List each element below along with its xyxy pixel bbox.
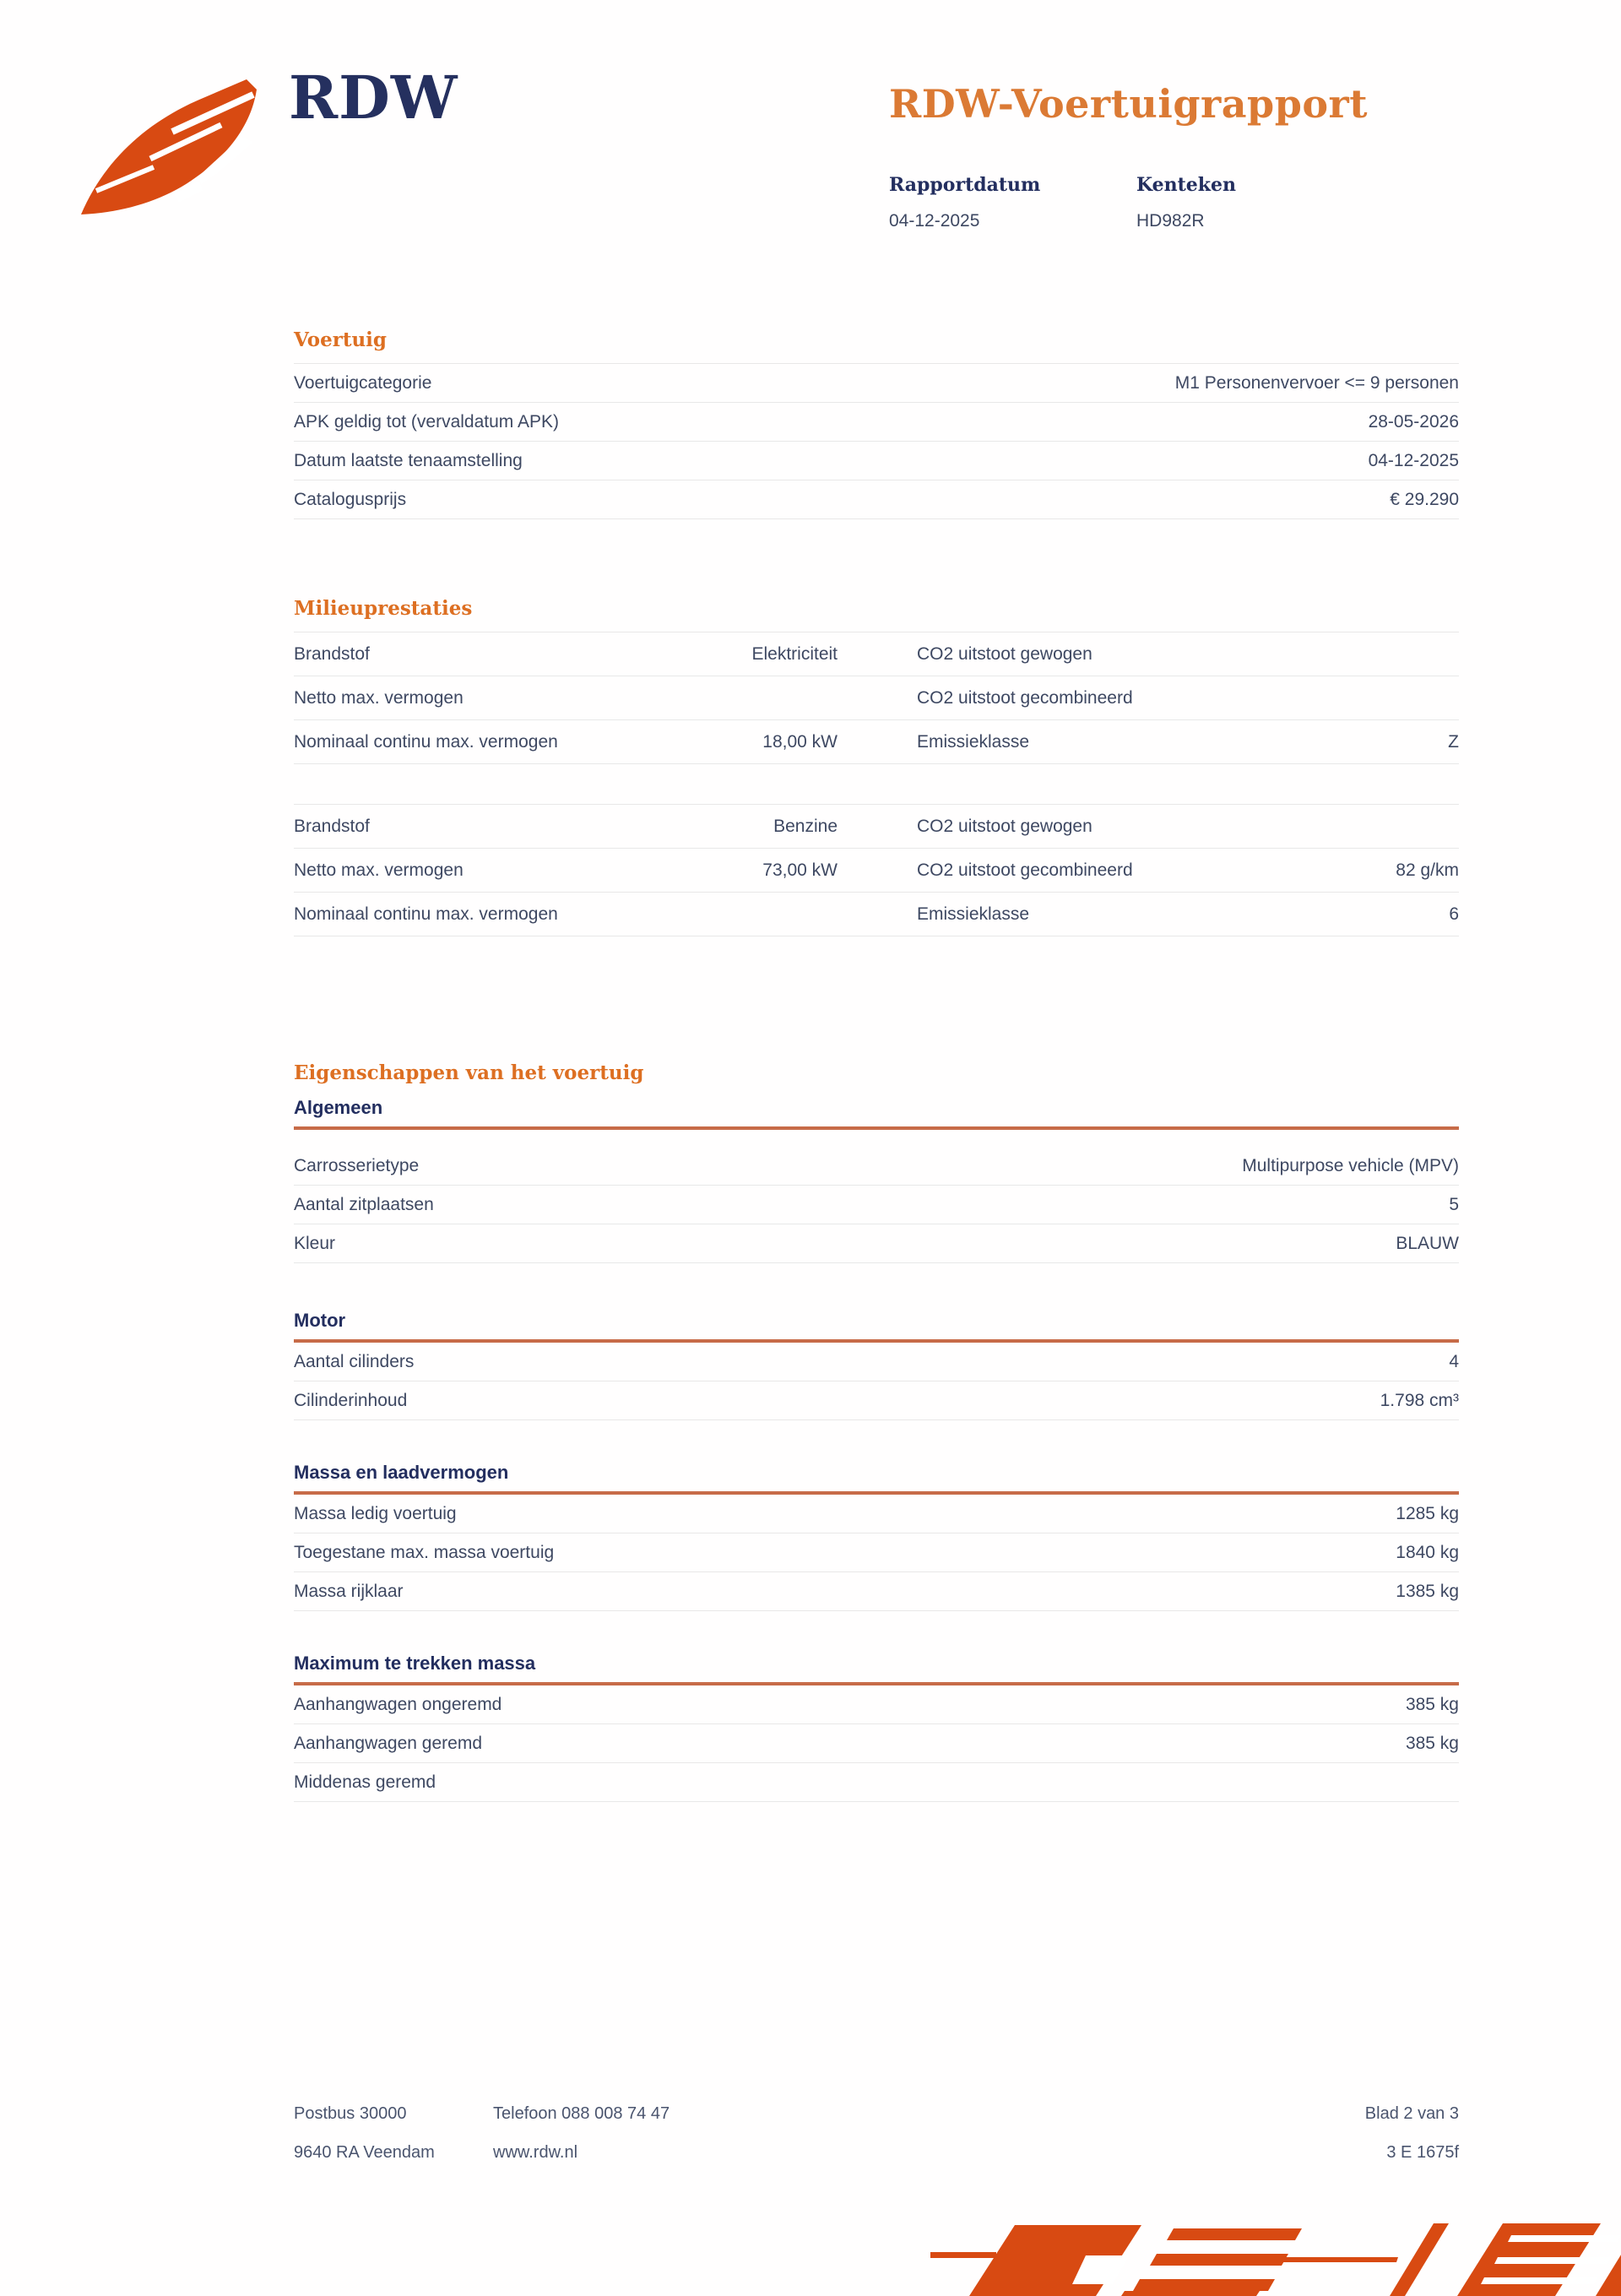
row-value: 04-12-2025	[1368, 450, 1459, 470]
row-label: Catalogusprijs	[294, 489, 407, 509]
table-row	[294, 1533, 1459, 1572]
massa-table	[294, 1495, 1459, 1611]
row-value: 5	[1449, 1194, 1459, 1214]
table-row	[294, 1186, 1459, 1224]
report-meta	[889, 174, 1384, 231]
table-row	[294, 480, 1459, 519]
table-row	[294, 442, 1459, 480]
row-label: Nominaal continu max. vermogen	[294, 904, 558, 924]
row-value: 73,00 kW	[762, 860, 838, 880]
table-row	[294, 849, 1459, 893]
table-row	[294, 1224, 1459, 1263]
footer-form-code: 3 E 1675f	[1386, 2143, 1459, 2162]
row-value: 1385 kg	[1396, 1581, 1459, 1601]
rdw-speed-stripes-graphic	[920, 2188, 1621, 2296]
row-label: Cilinderinhoud	[294, 1390, 408, 1410]
row-label: Aanhangwagen ongeremd	[294, 1694, 502, 1714]
row-label: Aanhangwagen geremd	[294, 1733, 483, 1753]
row-value: 4	[1449, 1351, 1459, 1371]
table-row	[294, 632, 1459, 676]
row-value: 1.798 cm³	[1380, 1390, 1459, 1410]
row-label: Massa rijklaar	[294, 1581, 404, 1601]
table-row	[294, 364, 1459, 403]
row-value: 385 kg	[1405, 1694, 1459, 1714]
footer-website: www.rdw.nl	[493, 2143, 578, 2162]
rdw-feather-logo-icon	[73, 51, 270, 220]
section-title: Milieuprestaties	[294, 597, 473, 620]
milieu-table-elektriciteit	[294, 632, 1459, 764]
milieu-table-benzine-rows	[294, 804, 1459, 936]
row-label: CO2 uitstoot gecombineerd	[917, 860, 1133, 880]
row-label: Nominaal continu max. vermogen	[294, 731, 558, 752]
section-title: Voertuig	[294, 328, 387, 351]
trekken-massa-table	[294, 1685, 1459, 1802]
motor-table	[294, 1343, 1459, 1420]
report-date-value: 04-12-2025	[889, 211, 980, 231]
row-value: Elektriciteit	[751, 643, 838, 664]
row-value: BLAUW	[1396, 1233, 1459, 1253]
row-value: 18,00 kW	[762, 731, 838, 752]
row-value: 1840 kg	[1396, 1542, 1459, 1562]
row-value: Multipurpose vehicle (MPV)	[1242, 1155, 1459, 1175]
row-label: Aantal cilinders	[294, 1351, 415, 1371]
row-label: Carrosserietype	[294, 1155, 420, 1175]
row-label: Middenas geremd	[294, 1772, 436, 1792]
table-row	[294, 1343, 1459, 1381]
license-plate-label: Kenteken	[1136, 174, 1237, 196]
row-value: M1 Personenvervoer <= 9 personen	[1174, 372, 1459, 393]
row-label: Toegestane max. massa voertuig	[294, 1542, 555, 1562]
section-title: Eigenschappen van het voertuig	[294, 1061, 644, 1084]
row-value: 1285 kg	[1396, 1503, 1459, 1523]
license-plate-value: HD982R	[1136, 211, 1205, 231]
table-row	[294, 1763, 1459, 1802]
row-label: Brandstof	[294, 816, 370, 836]
footer-page-indicator: Blad 2 van 3	[1364, 2104, 1459, 2123]
license-plate-group	[1136, 174, 1384, 231]
row-label: CO2 uitstoot gecombineerd	[917, 687, 1133, 708]
table-row	[294, 1572, 1459, 1611]
footer-line-2	[294, 2143, 1459, 2163]
subsection-maximum-trekken-massa	[294, 1653, 1459, 1802]
subsection-title: Massa en laadvermogen	[294, 1462, 509, 1483]
algemeen-table	[294, 1130, 1459, 1263]
row-label: CO2 uitstoot gewogen	[917, 643, 1092, 664]
table-row	[294, 1495, 1459, 1533]
milieu-table-benzine	[294, 804, 1459, 936]
row-value: Benzine	[773, 816, 838, 836]
row-value: 82 g/km	[1396, 860, 1459, 880]
section-voertuig	[294, 328, 1459, 519]
section-eigenschappen-title	[294, 1061, 1459, 1085]
report-date-label: Rapportdatum	[889, 174, 1041, 196]
table-row	[294, 1685, 1459, 1724]
table-row	[294, 893, 1459, 936]
footer-postbox: Postbus 30000	[294, 2104, 407, 2123]
footer-line-1	[294, 2104, 1459, 2124]
row-label: APK geldig tot (vervaldatum APK)	[294, 411, 559, 432]
subsection-algemeen	[294, 1098, 1459, 1263]
table-row	[294, 1381, 1459, 1420]
voertuig-table	[294, 363, 1459, 519]
subsection-title: Algemeen	[294, 1097, 383, 1118]
row-label: Kleur	[294, 1233, 336, 1253]
subsection-title: Motor	[294, 1310, 346, 1331]
row-label: Netto max. vermogen	[294, 860, 464, 880]
row-value: 385 kg	[1405, 1733, 1459, 1753]
row-value: € 29.290	[1390, 489, 1459, 509]
row-value: Z	[1448, 731, 1459, 752]
subsection-motor	[294, 1311, 1459, 1420]
section-milieuprestaties	[294, 597, 1459, 764]
table-row	[294, 805, 1459, 849]
table-row	[294, 1724, 1459, 1763]
table-row	[294, 403, 1459, 442]
page-title: RDW-Voertuigrapport	[889, 81, 1369, 127]
rdw-wordmark: RDW	[289, 62, 458, 133]
row-label: Emissieklasse	[917, 904, 1030, 924]
row-label: Datum laatste tenaamstelling	[294, 450, 523, 470]
row-label: Netto max. vermogen	[294, 687, 464, 708]
footer-phone: Telefoon 088 008 74 47	[493, 2104, 670, 2123]
row-label: Voertuigcategorie	[294, 372, 432, 393]
subsection-title: Maximum te trekken massa	[294, 1653, 536, 1674]
footer-city: 9640 RA Veendam	[294, 2143, 435, 2162]
row-value: 28-05-2026	[1368, 411, 1459, 432]
report-date-group	[889, 174, 1136, 231]
subsection-massa-laadvermogen	[294, 1463, 1459, 1611]
row-label: Massa ledig voertuig	[294, 1503, 457, 1523]
table-row	[294, 1147, 1459, 1186]
row-label: CO2 uitstoot gewogen	[917, 816, 1092, 836]
table-row	[294, 676, 1459, 720]
row-label: Brandstof	[294, 643, 370, 664]
row-value: 6	[1449, 904, 1459, 924]
row-label: Emissieklasse	[917, 731, 1030, 752]
row-label: Aantal zitplaatsen	[294, 1194, 434, 1214]
table-row	[294, 720, 1459, 764]
